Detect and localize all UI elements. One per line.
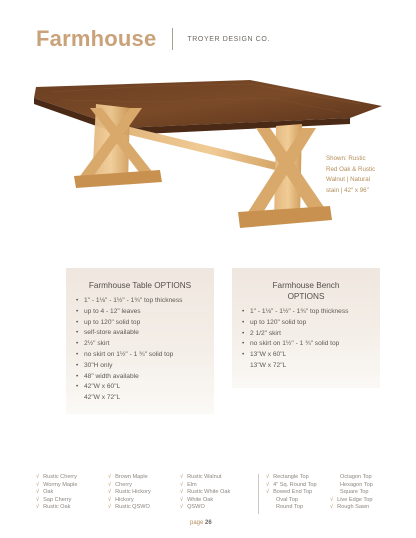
top-item: √ Live Edge Top <box>330 496 373 503</box>
top-item: √ 4" Sq. Round Top <box>266 481 317 488</box>
check-icon: √ <box>108 474 112 480</box>
wood-item: √ Cherry <box>108 481 132 488</box>
header-divider <box>172 28 173 50</box>
wood-item: √ Rustic QSWO <box>108 504 150 511</box>
wood-list-2 <box>108 474 151 512</box>
wood-item: √ Oak <box>36 489 54 496</box>
check-icon: √ <box>36 474 40 480</box>
list-item: • 2½" skirt <box>76 339 214 350</box>
wood-list-3 <box>180 474 230 512</box>
list-item: • 1" - 1⅛" - 1½" - 1¾" top thickness <box>76 296 214 307</box>
list-item: 42"W x 72"L <box>84 394 121 402</box>
wood-list-1 <box>36 474 77 512</box>
bench-options-panel <box>232 268 380 388</box>
check-icon: √ <box>266 474 270 480</box>
table-options-panel <box>66 268 214 414</box>
list-item: • up to 4 - 12" leaves <box>76 307 214 318</box>
wood-item: √ Hickory <box>108 496 134 503</box>
top-item: Octagon Top <box>340 474 372 480</box>
bullet-icon: • <box>76 318 79 326</box>
wood-item: √ Rustic Walnut <box>180 474 222 480</box>
list-item: • 1" - 1⅛" - 1½" - 1¾" top thickness <box>242 307 380 318</box>
list-item: • self-store available <box>76 328 214 339</box>
caption-line: Walnut | Natural <box>326 176 371 183</box>
top-item: Round Top <box>276 504 303 511</box>
top-item: Oval Top <box>276 496 298 503</box>
wood-item: √ Sap Cherry <box>36 496 72 503</box>
list-item: • no skirt on 1½" - 1 ¾" solid top <box>242 339 380 350</box>
wood-item: √ Elm <box>180 481 197 488</box>
list-item: • up to 120" solid top <box>76 318 214 329</box>
bench-options-list <box>232 307 380 372</box>
bullet-icon: • <box>76 307 79 315</box>
check-icon: √ <box>108 481 112 488</box>
check-icon: √ <box>108 489 112 496</box>
page-number-value: 26 <box>205 520 212 526</box>
bullet-icon: • <box>76 340 79 348</box>
check-icon: √ <box>180 504 184 511</box>
check-icon: √ <box>180 496 184 503</box>
table-options-list <box>66 296 214 404</box>
check-icon: √ <box>180 474 184 480</box>
bullet-icon: • <box>242 308 245 315</box>
bullet-icon: • <box>242 351 245 359</box>
column-divider <box>258 474 259 514</box>
bullet-icon: • <box>242 340 245 348</box>
caption-line: Red Oak & Rustic <box>326 165 376 173</box>
check-icon: √ <box>36 496 40 503</box>
check-icon: √ <box>36 504 40 511</box>
top-item: √ Rectangle Top <box>266 474 309 480</box>
list-item: 13"W x 72"L <box>250 361 287 369</box>
page-number <box>190 520 212 526</box>
bullet-icon: • <box>76 372 79 380</box>
top-item: √ Bowed End Top <box>266 489 313 496</box>
top-item: Square Top <box>340 489 369 496</box>
check-icon: √ <box>180 481 184 488</box>
check-icon: √ <box>108 496 112 503</box>
list-item: • 2 1/2" skirt <box>242 329 380 340</box>
check-icon: √ <box>330 504 334 511</box>
bullet-icon: • <box>76 329 79 337</box>
bullet-icon: • <box>76 297 79 304</box>
top-item: Hexagon Top <box>340 481 373 488</box>
bullet-icon: • <box>242 329 245 337</box>
brand-name: TROYER DESIGN CO. <box>187 35 270 43</box>
caption-line: stain | 42" x 96" <box>326 186 369 194</box>
check-icon: √ <box>36 489 40 496</box>
top-item: √ Rough Sawn <box>330 504 370 511</box>
wood-item: √ White Oak <box>180 496 214 503</box>
list-item: • 48" width available <box>76 372 214 383</box>
wood-item: √ Wormy Maple <box>36 481 78 488</box>
check-icon: √ <box>36 481 40 488</box>
wood-item: √ Rustic Oak <box>36 504 71 511</box>
page-header <box>36 26 270 52</box>
wood-item: √ Brown Maple <box>108 474 148 480</box>
list-item: • 30"H only <box>76 361 214 372</box>
wood-item: √ Rustic Cherry <box>36 474 77 480</box>
check-icon: √ <box>266 481 270 488</box>
bullet-icon: • <box>76 350 79 358</box>
bullet-icon: • <box>76 361 79 369</box>
top-style-list-1 <box>266 474 317 512</box>
bench-options-title: Farmhouse Bench OPTIONS <box>272 281 340 301</box>
check-icon: √ <box>180 489 184 496</box>
list-item: • 42"W x 60"L <box>76 382 214 393</box>
page-label: page <box>190 520 204 526</box>
page-title: Farmhouse <box>36 26 157 51</box>
list-item: • no skirt on 1½" - 1 ¾" solid top <box>76 350 214 361</box>
list-item: • 13"W x 60"L <box>242 350 380 361</box>
table-options-title: Farmhouse Table OPTIONS <box>88 281 192 290</box>
check-icon: √ <box>266 489 270 496</box>
bullet-icon: • <box>76 383 79 391</box>
top-style-list-2 <box>330 474 373 512</box>
wood-item: √ Rustic Hickory <box>108 489 151 496</box>
check-icon: √ <box>330 496 334 503</box>
caption-line: Shown: Rustic <box>326 155 366 162</box>
photo-caption <box>326 154 398 196</box>
wood-item: √ Rustic White Oak <box>180 489 231 496</box>
list-item: • up to 120" solid top <box>242 318 380 329</box>
bullet-icon: • <box>242 318 245 326</box>
wood-item: √ QSWO <box>180 504 205 511</box>
check-icon: √ <box>108 504 112 511</box>
